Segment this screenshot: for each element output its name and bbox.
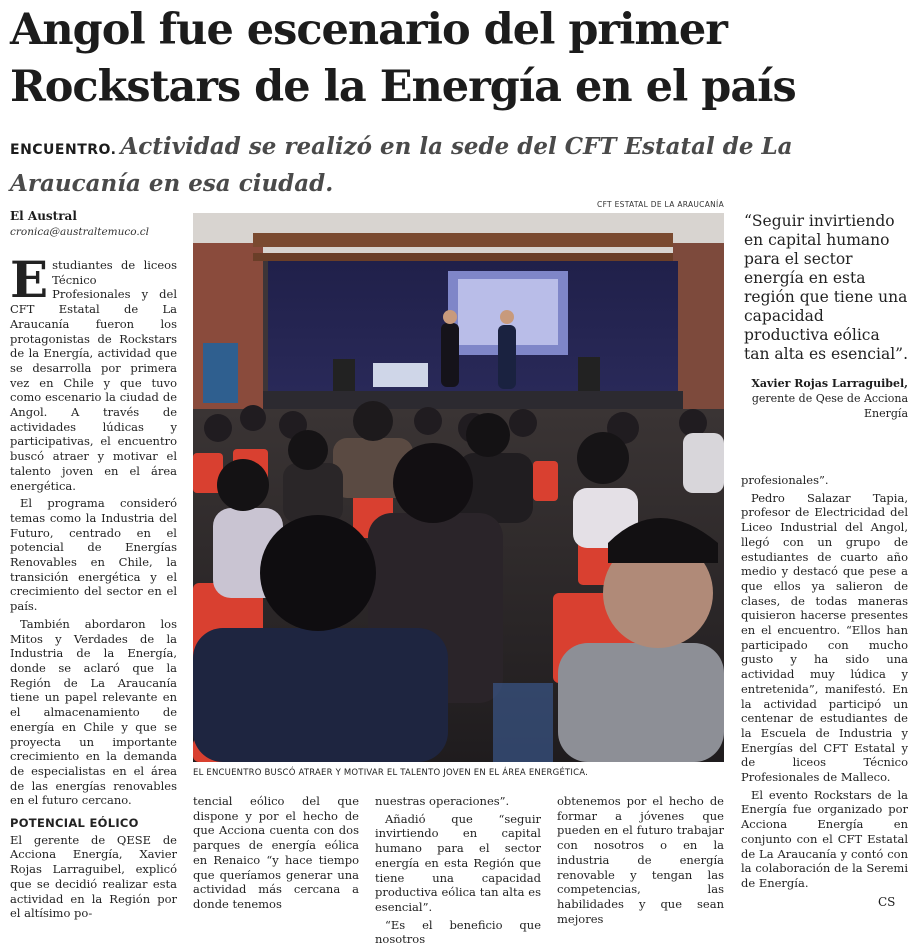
- end-mark: CS: [878, 895, 896, 909]
- deck-text: Actividad se realizó en la sede del CFT Estatal de La Araucanía en esa ciudad.: [10, 133, 793, 197]
- event-photo-illustration: [193, 213, 724, 762]
- column-1: [10, 250, 177, 924]
- paragraph: “Es el beneficio que nosotros: [375, 917, 541, 947]
- byline: [10, 208, 185, 240]
- paragraph: Pedro Salazar Tapia, profesor de Electricidad del Liceo Industrial del Angol, llegó con un grupo de estudiantes de cuarto año medio y destacó que pese a que ellos ya salieron de clases, de todas maneras quisieron hacerse presentes en el encuentro. “Ellos han participado con mucho gusto y ha sido una actividad muy lúdica y entretenida”, manifestó. En la actividad participó un centenar de estudiantes de la Escuela de Industria y Energías del CFT Estatal y de liceos Técnico Profesionales de Malleco.: [741, 490, 908, 785]
- event-photo: [193, 213, 724, 762]
- column-3: [375, 794, 541, 950]
- column-4: [557, 794, 724, 929]
- paragraph: El programa consideró temas como la Industria del Futuro, centrado en el potencial de Energías Renovables en Chile, la transición energética y el crecimiento del sector en el país.: [10, 496, 177, 614]
- quote-author-role: gerente de Qese de Acciona Energía: [751, 392, 908, 420]
- byline-author: El Austral: [10, 209, 77, 223]
- headline: Angol fue escenario del primer Rockstars de la Energía en el país: [10, 5, 796, 112]
- paragraph-text: studiantes de liceos Técnico Profesionales y del CFT Estatal de La Araucanía fueron los protagonistas de Rockstars de la Energía, actividad que se desarrolla por primera vez en Chile y que tuvo como escenario la ciudad de Angol. A través de actividades lúdicas y participativas, el encuentro buscó atraer y motivar el talento joven en el área energética.: [10, 258, 177, 493]
- photo-caption: EL ENCUENTRO BUSCÓ ATRAER Y MOTIVAR EL TALENTO JOVEN EN EL ÁREA ENERGÉTICA.: [193, 768, 589, 778]
- paragraph: nuestras operaciones”.: [375, 794, 510, 808]
- byline-email: cronica@australtemuco.cl: [10, 226, 149, 238]
- column-5: [741, 473, 908, 894]
- kicker: ENCUENTRO.: [10, 142, 117, 158]
- deck: [10, 130, 905, 200]
- paragraph: tencial eólico del que dispone y por el hecho de que Acciona cuenta con dos parques de energía eólica en Renaico “y hace tiempo que queríamos generar una actividad más cercana a donde tenemos: [193, 794, 359, 911]
- quote-author: Xavier Rojas Larraguibel,: [751, 377, 908, 390]
- paragraph: obtenemos por el hecho de formar a jóvenes que pueden en el futuro trabajar con nosotros o en la industria de energía renovable y tengan las competencias, las habilidades y que sean mejores: [557, 794, 724, 926]
- paragraph: profesionales”.: [741, 473, 829, 487]
- paragraph: Añadió que “seguir invirtiendo en capital humano para el sector energía en esta Región que tiene una capacidad productiva eólica tan alta es esencial”.: [375, 811, 541, 914]
- paragraph: [10, 250, 177, 493]
- paragraph: El gerente de QESE de Acciona Energía, Xavier Rojas Larraguibel, explicó que se decidió realizar esta actividad en la Región por el altísimo po-: [10, 832, 177, 921]
- dropcap: E: [10, 250, 49, 309]
- paragraph: El evento Rockstars de la Energía fue organizado por Acciona Energía en conjunto con el CFT Estatal de La Araucanía y contó con la colaboración de la Seremi de Energía.: [741, 787, 908, 890]
- column-2: [193, 794, 359, 915]
- pull-quote-attribution: [744, 376, 908, 421]
- paragraph: También abordaron los Mitos y Verdades de la Industria de la Energía, donde se aclaró que la Región de La Araucanía tiene un papel relevante en el almacenamiento de energía en Chile y que se proyecta un importante crecimiento en la demanda de especialistas en el área de las energías renovables en el futuro cercano.: [10, 616, 177, 808]
- photo-credit: CFT ESTATAL DE LA ARAUCANÍA: [597, 200, 724, 209]
- pull-quote: “Seguir invirtiendo en capital humano para el sector energía en esta región que tiene una capacidad productiva eólica tan alta es esencial”.: [744, 212, 908, 363]
- subhead-potencial-eolico: POTENCIAL EÓLICO: [10, 816, 139, 831]
